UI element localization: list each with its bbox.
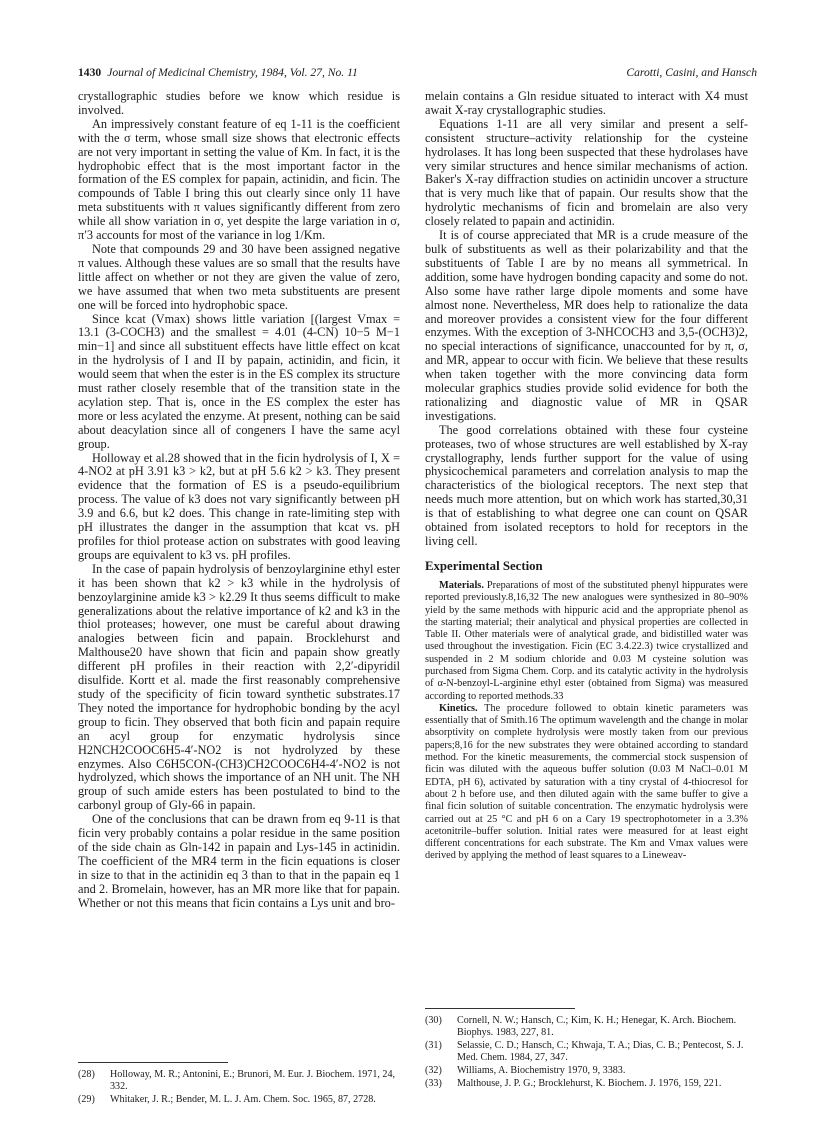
footnote-references-left <box>78 1062 400 1107</box>
running-header <box>78 66 757 82</box>
paragraph-text: Preparations of most of the substituted phenyl hippurates were reported previously.8,16,32 The new analogues were synthesized in 80–90% yield by the same methods with hippuric acid and the appropriate phenol as the starting material; their analytical and physical properties are collected in Table II. Other materials were of analytical grade, and bidistilled water was used throughout the investigation. Ficin (EC 3.4.22.3) twice crystallized and suspended in 2 M sodium chloride and 0.03 M cysteine solution was purchased from Sigma Chem. Corp. and its catalytic activity in the hydrolysis of α-N-benzoyl-L-arginine ethyl ester (obtained from Sigma) was measured according to reported methods.33 <box>425 579 748 702</box>
page-number: 1430 <box>78 66 102 79</box>
footnote-rule <box>425 1008 575 1009</box>
materials-paragraph <box>425 580 748 703</box>
paragraph-text: The procedure followed to obtain kinetic parameters was essentially that of Smith.16 The optimum wavelength and the change in molar absorptivity on complete hydrolysis were mostly taken from our previous papers;8,16 for the new substrates they were obtained according to standard method. For the kinetic measurements, the commercial stock suspension of ficin was diluted with the aqueous buffer solution (0.03 M NaCl–0.01 M EDTA, pH 6), activated by saturation with a tiny crystal of 4-thiocresol for about 2 h before use, and then diluted again with the same buffer to give a final ficin solution of suitable concentration. The enzymatic hydrolysis were carried out at 25 °C and pH 6 on a Cary 19 spectrophotometer in a 3.3% acetonitrile–buffer solution. Initial rates were measured for at least eight different concentrations for each substrate. The Km and Vmax values were derived by applying the method of least squares to a Lineweav- <box>425 702 748 862</box>
reference-text: Whitaker, J. R.; Bender, M. L. J. Am. Chem. Soc. 1965, 87, 2728. <box>110 1094 376 1105</box>
footnote-references-right <box>425 1008 748 1091</box>
reference-item <box>78 1069 400 1093</box>
reference-number: (28) <box>78 1069 95 1080</box>
paragraph: Since kcat (Vmax) shows little variation [(largest Vmax = 13.1 (3-COCH3) and the smallest = 4.01 (4-CN) 10−5 M−1 min−1] and since all substituent effects have little effect on kcat in the hydrolysis of I and II by papain, actinidin, and ficin, it would seem that when the ester is in the ES complex its structure must rather closely resemble that of the transition state in the acylation step. That is, once in the ES complex the ester has more or less acylated the enzyme. At present, nothing can be said about deacylation since all of congeners I have the same acyl group. <box>78 311 400 451</box>
reference-number: (31) <box>425 1040 442 1051</box>
reference-text: Selassie, C. D.; Hansch, C.; Khwaja, T. A.; Dias, C. B.; Pentecost, S. J. Med. Chem. 1984, 27, 347. <box>457 1040 744 1063</box>
reference-item <box>78 1094 400 1106</box>
experimental-section <box>425 580 748 863</box>
kinetics-paragraph <box>425 703 748 863</box>
footnote-rule <box>78 1062 228 1063</box>
paragraph: The good correlations obtained with these four cysteine proteases, two of whose structures are well established by X-ray crystallography, lends further support for the value of using physicochemical parameters and correlation analysis to map the characteristics of the biological receptors. The next step that needs much more attention, but on which work has started,30,31 is that of establishing to what degree one can count on QSAR obtained from isolated receptors to hold for receptors in the living cell. <box>425 422 748 548</box>
reference-number: (29) <box>78 1094 95 1105</box>
run-in-heading: Materials. <box>439 579 484 591</box>
reference-text: Cornell, N. W.; Hansch, C.; Kim, K. H.; Henegar, K. Arch. Biochem. Biophys. 1983, 227, 81. <box>457 1015 737 1038</box>
reference-item <box>425 1015 748 1039</box>
right-column <box>425 90 748 863</box>
paragraph: melain contains a Gln residue situated to interact with X4 must await X-ray crystallographic studies. <box>425 89 748 117</box>
discussion-text <box>425 90 748 549</box>
reference-item <box>425 1040 748 1064</box>
reference-text: Holloway, M. R.; Antonini, E.; Brunori, M. Eur. J. Biochem. 1971, 24, 332. <box>110 1069 396 1092</box>
paragraph: An impressively constant feature of eq 1-11 is the coefficient with the σ term, whose small size shows that electronic effects are not very important in setting the value of Km. In fact, it is the hydrophobic effect that is the most important factor in the formation of the ES complex for papain, actinidin, and ficin. The compounds of Table I bring this out clearly since only 11 have meta substituents with π values significantly different from zero while all show variation in σ, yet despite the large variation in σ, π′3 accounts for most of the variance in log 1/Km. <box>78 116 400 243</box>
paragraph: One of the conclusions that can be drawn from eq 9-11 is that ficin very probably contains a polar residue in the same position of the side chain as Gln-142 in papain and Lys-145 in actinidin. The coefficient of the MR4 term in the ficin equations is closer in size to that in the actinidin eq 3 than to that in the papain eq 1 and 2. Bromelain, however, has an MR more like that for papain. Whether or not this means that ficin contains a Lys unit and bro- <box>78 812 400 910</box>
running-authors: Carotti, Casini, and Hansch <box>626 66 757 79</box>
paragraph: Note that compounds 29 and 30 have been assigned negative π values. Although these values are so small that the results have little affect on whether or not they are given the value of zero, we have assumed that when two meta substituents are present one will be forced into hydrophobic space. <box>78 241 400 312</box>
reference-number: (33) <box>425 1078 442 1089</box>
left-column <box>78 90 400 910</box>
journal-citation: Journal of Medicinal Chemistry, 1984, Vol. 27, No. 11 <box>107 66 358 79</box>
reference-item <box>425 1078 748 1090</box>
reference-number: (32) <box>425 1065 442 1076</box>
reference-number: (30) <box>425 1015 442 1026</box>
run-in-heading: Kinetics. <box>439 702 478 714</box>
paragraph: It is of course appreciated that MR is a crude measure of the bulk of substituents as well as their polarizability and that the substituents of Table I are by no means all symmetrical. In addition, some have hydrogen bonding capacity and some do not. Also some have rather large dipole moments and some have almost none. Nevertheless, MR does help to rationalize the data and moreover provides a consistent view for the four different enzymes. With the exception of 3-NHCOCH3 and 3,5-(OCH3)2, no special interactions of significance, unaccounted for by π, σ, and MR, appear to occur with ficin. We believe that these results when taken together with the more convincing data form molecular graphics studies provide solid evidence for both the rationalizing and diagnostic value of MR in QSAR investigations. <box>425 228 748 423</box>
reference-text: Malthouse, J. P. G.; Brocklehurst, K. Biochem. J. 1976, 159, 221. <box>457 1078 722 1089</box>
section-heading: Experimental Section <box>425 558 543 573</box>
paragraph: Equations 1-11 are all very similar and present a self-consistent structure–activity relationship for the cysteine hydrolases. It has long been suspected that these hydrolases have very similar structures and hence similar mechanisms of action. Baker's X-ray diffraction studies on actinidin uncover a structure that is very much like that of papain. Our results show that the hydrolytic mechanisms of ficin and bromelain are also very closely related to papain and actinidin. <box>425 116 748 229</box>
reference-item <box>425 1065 748 1077</box>
paragraph: crystallographic studies before we know which residue is involved. <box>78 89 400 117</box>
paragraph: In the case of papain hydrolysis of benzoylarginine ethyl ester it has been shown that k2 > k3 while in the hydrolysis of benzoylarginine amide k3 > k2.29 It thus seems difficult to make generalizations about the relative importance of k2 and k3 in the thiol proteases; however, one must be careful about drawing analogies between ficin and papain. Brocklehurst and Malthouse20 have shown that ficin and papain show greatly different pH profiles in their reaction with 2,2′-dipyridil disulfide. Kortt et al. made the first reasonably comprehensive study of the specificity of ficin toward synthetic substrates.17 They noted the importance for hydrophobic bonding by the acyl group to ficin. They observed that both ficin and papain require an acyl group for enzymatic hydrolysis since H2NCH2COOC6H5-4′-NO2 is not hydrolyzed by these enzymes. Also C6H5CON-(CH3)CH2COOC6H4-4′-NO2 is not hydrolyzed, which shows the importance of an NH unit. The NH group of such amide esters has been postulated to bind to the carbonyl group of Gly-66 in papain. <box>78 561 400 813</box>
paragraph: Holloway et al.28 showed that in the ficin hydrolysis of I, X = 4-NO2 at pH 3.91 k3 > k2, but at pH 5.6 k2 > k3. They present evidence that the formation of ES is a pseudo-equilibrium process. The value of k3 does not vary significantly between pH 3.9 and 6.6, but k2 does. This change in rate-limiting step with pH illustrates the danger in the assumption that kcat vs. pH profiles for thiol protease action on substrates with good leaving groups are equivalent to k3 vs. pH profiles. <box>78 450 400 562</box>
reference-text: Williams, A. Biochemistry 1970, 9, 3383. <box>457 1065 626 1076</box>
